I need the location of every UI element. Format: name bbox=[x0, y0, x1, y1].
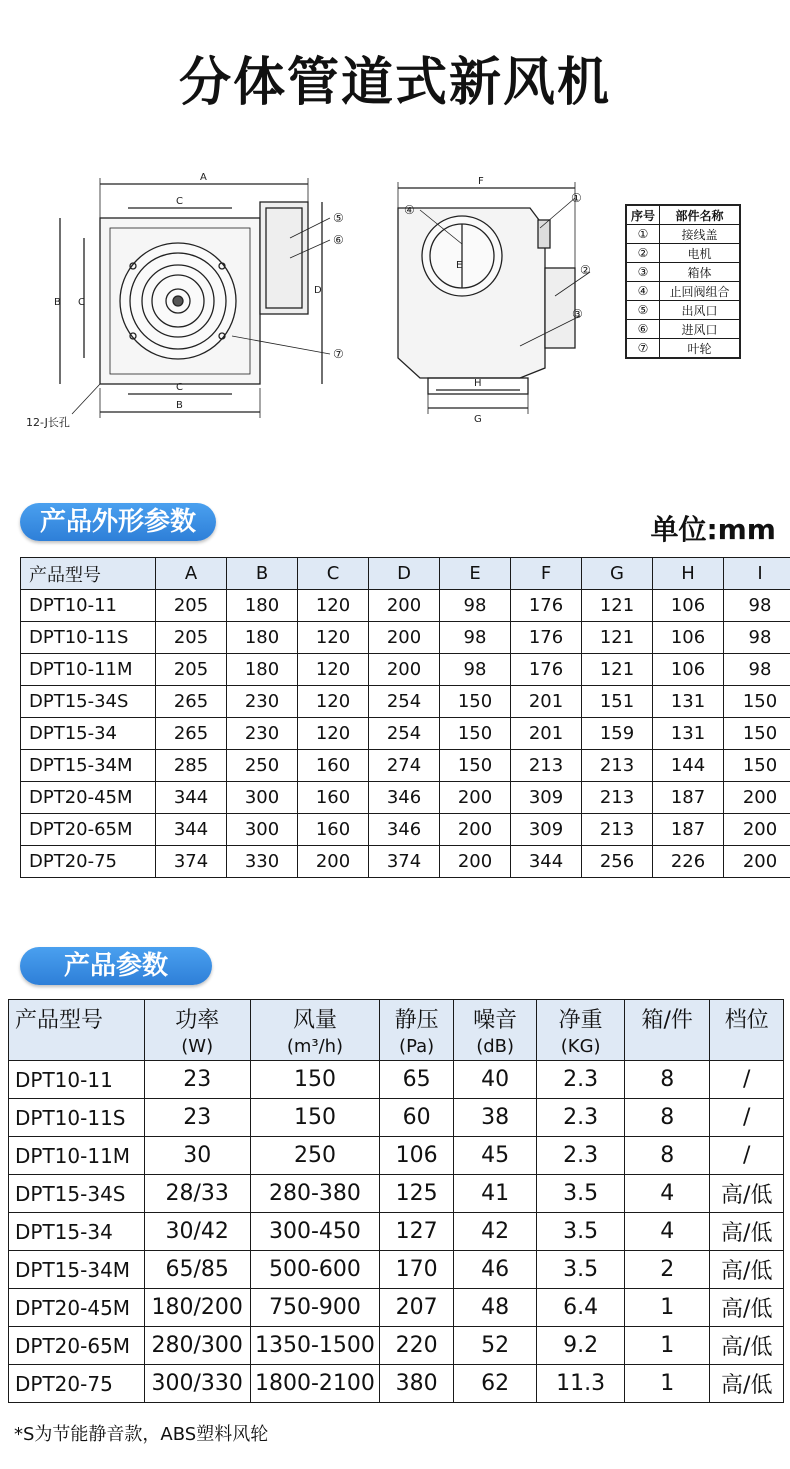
params-header-cell bbox=[624, 1000, 710, 1061]
dimension-value-cell: 213 bbox=[582, 782, 653, 814]
header-label: 产品型号 bbox=[15, 1008, 104, 1033]
table-row bbox=[9, 1137, 784, 1175]
table-row bbox=[9, 1327, 784, 1365]
param-value-cell: 11.3 bbox=[537, 1365, 625, 1403]
table-row bbox=[21, 814, 790, 846]
parts-name-cell: 电机 bbox=[660, 244, 741, 263]
parts-row bbox=[626, 339, 740, 359]
model-cell: DPT10-11 bbox=[21, 590, 156, 622]
dimension-value-cell: 144 bbox=[653, 750, 724, 782]
param-value-cell: 3.5 bbox=[537, 1175, 625, 1213]
param-value-cell: 23 bbox=[144, 1099, 250, 1137]
header-unit: (KG) bbox=[560, 1036, 601, 1057]
param-value-cell: 3.5 bbox=[537, 1251, 625, 1289]
dimension-value-cell: 106 bbox=[653, 654, 724, 686]
dimension-value-cell: 176 bbox=[511, 654, 582, 686]
dimension-value-cell: 213 bbox=[511, 750, 582, 782]
param-value-cell: / bbox=[710, 1137, 784, 1175]
dimension-value-cell: 344 bbox=[511, 846, 582, 878]
dimension-value-cell: 274 bbox=[369, 750, 440, 782]
param-value-cell: 高/低 bbox=[710, 1251, 784, 1289]
model-cell: DPT15-34M bbox=[21, 750, 156, 782]
param-value-cell: 高/低 bbox=[710, 1213, 784, 1251]
dimension-value-cell: 226 bbox=[653, 846, 724, 878]
param-value-cell: 46 bbox=[453, 1251, 537, 1289]
dims-header-cell: F bbox=[511, 558, 582, 590]
dimension-value-cell: 330 bbox=[227, 846, 298, 878]
dims-header-cell: 产品型号 bbox=[21, 558, 156, 590]
dimension-value-cell: 98 bbox=[724, 590, 790, 622]
param-value-cell: 9.2 bbox=[537, 1327, 625, 1365]
param-value-cell: 62 bbox=[453, 1365, 537, 1403]
dimension-value-cell: 205 bbox=[156, 622, 227, 654]
dim-label-c-vertical: C bbox=[78, 297, 85, 308]
dimension-value-cell: 285 bbox=[156, 750, 227, 782]
dimension-value-cell: 131 bbox=[653, 686, 724, 718]
param-value-cell: 1 bbox=[624, 1327, 710, 1365]
dimension-value-cell: 200 bbox=[369, 654, 440, 686]
model-cell: DPT10-11S bbox=[21, 622, 156, 654]
param-value-cell: 8 bbox=[624, 1099, 710, 1137]
param-value-cell: 280/300 bbox=[144, 1327, 250, 1365]
dim-label-e: E bbox=[456, 260, 463, 271]
dimension-value-cell: 205 bbox=[156, 654, 227, 686]
param-value-cell: 4 bbox=[624, 1213, 710, 1251]
parts-number-cell: ⑥ bbox=[626, 320, 660, 339]
dimension-value-cell: 160 bbox=[298, 782, 369, 814]
dimension-value-cell: 374 bbox=[156, 846, 227, 878]
dimension-value-cell: 120 bbox=[298, 654, 369, 686]
table-row bbox=[9, 1175, 784, 1213]
param-value-cell: 高/低 bbox=[710, 1289, 784, 1327]
param-value-cell: 38 bbox=[453, 1099, 537, 1137]
param-value-cell: 1350-1500 bbox=[250, 1327, 380, 1365]
model-cell: DPT10-11M bbox=[21, 654, 156, 686]
param-value-cell: 207 bbox=[380, 1289, 453, 1327]
param-value-cell: / bbox=[710, 1099, 784, 1137]
parts-name-cell: 接线盖 bbox=[660, 225, 741, 244]
header-unit: (m³/h) bbox=[286, 1036, 344, 1057]
dimension-value-cell: 200 bbox=[724, 846, 790, 878]
dimension-value-cell: 150 bbox=[440, 718, 511, 750]
params-section-pill: 产品参数 bbox=[20, 947, 212, 985]
model-cell: DPT20-65M bbox=[9, 1327, 145, 1365]
dimension-value-cell: 180 bbox=[227, 590, 298, 622]
dimension-value-cell: 200 bbox=[724, 814, 790, 846]
dimension-value-cell: 213 bbox=[582, 750, 653, 782]
dimension-value-cell: 131 bbox=[653, 718, 724, 750]
param-value-cell: 40 bbox=[453, 1061, 537, 1099]
dimension-value-cell: 120 bbox=[298, 686, 369, 718]
dimension-value-cell: 344 bbox=[156, 814, 227, 846]
dimension-value-cell: 98 bbox=[440, 590, 511, 622]
dimension-value-cell: 106 bbox=[653, 590, 724, 622]
param-value-cell: 60 bbox=[380, 1099, 453, 1137]
parts-number-cell: ③ bbox=[626, 263, 660, 282]
param-value-cell: 8 bbox=[624, 1061, 710, 1099]
param-value-cell: 65/85 bbox=[144, 1251, 250, 1289]
param-value-cell: 150 bbox=[250, 1061, 380, 1099]
dimension-value-cell: 180 bbox=[227, 622, 298, 654]
parts-row bbox=[626, 263, 740, 282]
model-cell: DPT20-75 bbox=[9, 1365, 145, 1403]
dimension-value-cell: 98 bbox=[440, 622, 511, 654]
callout-7: ⑦ bbox=[333, 347, 344, 361]
table-row bbox=[9, 1251, 784, 1289]
param-value-cell: 127 bbox=[380, 1213, 453, 1251]
param-value-cell: 500-600 bbox=[250, 1251, 380, 1289]
dimension-value-cell: 159 bbox=[582, 718, 653, 750]
dimension-value-cell: 200 bbox=[724, 782, 790, 814]
parts-header-cell: 序号 bbox=[626, 205, 660, 225]
dimension-value-cell: 200 bbox=[298, 846, 369, 878]
dim-label-b-bottom: B bbox=[176, 400, 183, 411]
dimension-value-cell: 250 bbox=[227, 750, 298, 782]
dimension-value-cell: 374 bbox=[369, 846, 440, 878]
table-row bbox=[9, 1289, 784, 1327]
dim-label-h: H bbox=[474, 378, 482, 389]
param-value-cell: / bbox=[710, 1061, 784, 1099]
dimension-value-cell: 150 bbox=[440, 686, 511, 718]
parts-number-cell: ⑦ bbox=[626, 339, 660, 359]
dims-header-cell: C bbox=[298, 558, 369, 590]
table-row bbox=[21, 654, 790, 686]
dim-label-a: A bbox=[200, 172, 207, 183]
param-value-cell: 106 bbox=[380, 1137, 453, 1175]
callout-5: ⑤ bbox=[333, 211, 344, 225]
param-value-cell: 380 bbox=[380, 1365, 453, 1403]
dimension-value-cell: 254 bbox=[369, 686, 440, 718]
param-value-cell: 180/200 bbox=[144, 1289, 250, 1327]
param-value-cell: 8 bbox=[624, 1137, 710, 1175]
parts-row bbox=[626, 225, 740, 244]
table-row bbox=[9, 1099, 784, 1137]
dimension-value-cell: 121 bbox=[582, 654, 653, 686]
param-value-cell: 1800-2100 bbox=[250, 1365, 380, 1403]
param-value-cell: 30 bbox=[144, 1137, 250, 1175]
dimension-value-cell: 120 bbox=[298, 718, 369, 750]
dimensions-table bbox=[20, 557, 790, 878]
param-value-cell: 250 bbox=[250, 1137, 380, 1175]
table-row bbox=[21, 782, 790, 814]
parts-row bbox=[626, 320, 740, 339]
dimension-value-cell: 201 bbox=[511, 686, 582, 718]
header-label: 功率 bbox=[175, 1008, 220, 1033]
dimension-value-cell: 121 bbox=[582, 590, 653, 622]
model-cell: DPT20-65M bbox=[21, 814, 156, 846]
param-value-cell: 52 bbox=[453, 1327, 537, 1365]
dim-label-b: B bbox=[54, 297, 61, 308]
unit-label: 单位:mm bbox=[650, 513, 776, 546]
parts-row bbox=[626, 244, 740, 263]
param-value-cell: 2.3 bbox=[537, 1099, 625, 1137]
param-value-cell: 1 bbox=[624, 1365, 710, 1403]
callout-1: ① bbox=[571, 191, 582, 205]
dimension-value-cell: 230 bbox=[227, 718, 298, 750]
dimension-value-cell: 256 bbox=[582, 846, 653, 878]
parts-row bbox=[626, 301, 740, 320]
model-cell: DPT10-11S bbox=[9, 1099, 145, 1137]
dimension-value-cell: 176 bbox=[511, 622, 582, 654]
dimension-value-cell: 254 bbox=[369, 718, 440, 750]
header-label: 静压 bbox=[394, 1008, 439, 1033]
model-cell: DPT15-34 bbox=[9, 1213, 145, 1251]
param-value-cell: 280-380 bbox=[250, 1175, 380, 1213]
params-header-cell bbox=[380, 1000, 453, 1061]
dimension-value-cell: 300 bbox=[227, 814, 298, 846]
param-value-cell: 2.3 bbox=[537, 1137, 625, 1175]
dimension-value-cell: 201 bbox=[511, 718, 582, 750]
param-value-cell: 150 bbox=[250, 1099, 380, 1137]
dimension-value-cell: 200 bbox=[440, 846, 511, 878]
dimension-value-cell: 205 bbox=[156, 590, 227, 622]
table-row bbox=[21, 750, 790, 782]
dimension-value-cell: 160 bbox=[298, 814, 369, 846]
table-row bbox=[9, 1061, 784, 1099]
dims-header-cell: G bbox=[582, 558, 653, 590]
dim-label-c-bottom: C bbox=[176, 382, 183, 393]
dimension-value-cell: 309 bbox=[511, 814, 582, 846]
model-cell: DPT20-45M bbox=[21, 782, 156, 814]
header-label: 档位 bbox=[724, 1008, 769, 1033]
parts-number-cell: ⑤ bbox=[626, 301, 660, 320]
param-value-cell: 48 bbox=[453, 1289, 537, 1327]
param-value-cell: 2.3 bbox=[537, 1061, 625, 1099]
front-view-drawing bbox=[60, 178, 330, 418]
dimension-value-cell: 98 bbox=[440, 654, 511, 686]
param-value-cell: 30/42 bbox=[144, 1213, 250, 1251]
dimension-value-cell: 200 bbox=[369, 622, 440, 654]
header-unit: (dB) bbox=[476, 1036, 515, 1057]
table-row bbox=[21, 686, 790, 718]
callout-3: ③ bbox=[572, 307, 583, 321]
param-value-cell: 4 bbox=[624, 1175, 710, 1213]
param-value-cell: 高/低 bbox=[710, 1365, 784, 1403]
table-row bbox=[9, 1365, 784, 1403]
header-unit: (Pa) bbox=[399, 1036, 435, 1057]
dimension-value-cell: 344 bbox=[156, 782, 227, 814]
page-title: 分体管道式新风机 bbox=[178, 53, 611, 113]
params-header-cell bbox=[144, 1000, 250, 1061]
dimension-value-cell: 200 bbox=[440, 782, 511, 814]
params-header-cell bbox=[537, 1000, 625, 1061]
dimension-value-cell: 121 bbox=[582, 622, 653, 654]
hole-label: 12-J长孔 bbox=[26, 416, 70, 429]
param-value-cell: 220 bbox=[380, 1327, 453, 1365]
model-cell: DPT15-34S bbox=[21, 686, 156, 718]
callout-2: ② bbox=[580, 263, 591, 277]
param-value-cell: 170 bbox=[380, 1251, 453, 1289]
parts-header-cell: 部件名称 bbox=[660, 205, 741, 225]
model-cell: DPT10-11 bbox=[9, 1061, 145, 1099]
param-value-cell: 6.4 bbox=[537, 1289, 625, 1327]
table-row bbox=[9, 1213, 784, 1251]
dimension-value-cell: 150 bbox=[724, 750, 790, 782]
dims-header-cell: H bbox=[653, 558, 724, 590]
param-value-cell: 45 bbox=[453, 1137, 537, 1175]
dimension-value-cell: 200 bbox=[369, 590, 440, 622]
parts-name-cell: 止回阀组合 bbox=[660, 282, 741, 301]
dim-label-d: D bbox=[314, 285, 322, 296]
dimension-value-cell: 187 bbox=[653, 814, 724, 846]
params-header-cell bbox=[9, 1000, 145, 1061]
dimension-value-cell: 150 bbox=[724, 718, 790, 750]
param-value-cell: 3.5 bbox=[537, 1213, 625, 1251]
param-value-cell: 125 bbox=[380, 1175, 453, 1213]
dims-header-cell: E bbox=[440, 558, 511, 590]
header-label: 风量 bbox=[292, 1008, 337, 1033]
parameters-table bbox=[8, 999, 784, 1403]
parts-row bbox=[626, 282, 740, 301]
dimension-value-cell: 200 bbox=[440, 814, 511, 846]
header-label: 箱/件 bbox=[641, 1008, 693, 1033]
param-value-cell: 23 bbox=[144, 1061, 250, 1099]
dimension-value-cell: 160 bbox=[298, 750, 369, 782]
param-value-cell: 高/低 bbox=[710, 1327, 784, 1365]
table-row bbox=[21, 718, 790, 750]
dimension-value-cell: 176 bbox=[511, 590, 582, 622]
param-value-cell: 42 bbox=[453, 1213, 537, 1251]
dimension-value-cell: 180 bbox=[227, 654, 298, 686]
param-value-cell: 高/低 bbox=[710, 1175, 784, 1213]
dimension-value-cell: 120 bbox=[298, 622, 369, 654]
side-view-drawing bbox=[398, 182, 590, 414]
model-cell: DPT15-34M bbox=[9, 1251, 145, 1289]
dimension-value-cell: 106 bbox=[653, 622, 724, 654]
callout-6: ⑥ bbox=[333, 233, 344, 247]
dimension-value-cell: 346 bbox=[369, 814, 440, 846]
dimension-value-cell: 265 bbox=[156, 686, 227, 718]
param-value-cell: 41 bbox=[453, 1175, 537, 1213]
dimension-value-cell: 213 bbox=[582, 814, 653, 846]
dimension-value-cell: 300 bbox=[227, 782, 298, 814]
parts-name-cell: 出风口 bbox=[660, 301, 741, 320]
header-label: 净重 bbox=[558, 1008, 603, 1033]
parts-number-cell: ① bbox=[626, 225, 660, 244]
dimension-value-cell: 230 bbox=[227, 686, 298, 718]
param-value-cell: 2 bbox=[624, 1251, 710, 1289]
params-header-cell bbox=[453, 1000, 537, 1061]
model-cell: DPT10-11M bbox=[9, 1137, 145, 1175]
params-header-cell bbox=[710, 1000, 784, 1061]
parts-number-cell: ② bbox=[626, 244, 660, 263]
dims-section-pill: 产品外形参数 bbox=[20, 503, 216, 541]
table-row bbox=[21, 622, 790, 654]
parts-name-cell: 箱体 bbox=[660, 263, 741, 282]
dims-header-cell: B bbox=[227, 558, 298, 590]
dimension-value-cell: 120 bbox=[298, 590, 369, 622]
param-value-cell: 1 bbox=[624, 1289, 710, 1327]
parts-name-cell: 叶轮 bbox=[660, 339, 741, 359]
dimension-value-cell: 98 bbox=[724, 622, 790, 654]
parts-legend-table bbox=[625, 204, 741, 359]
callout-4: ④ bbox=[404, 203, 415, 217]
model-cell: DPT20-45M bbox=[9, 1289, 145, 1327]
dimension-value-cell: 98 bbox=[724, 654, 790, 686]
dimension-value-cell: 265 bbox=[156, 718, 227, 750]
header-unit: (W) bbox=[181, 1036, 214, 1057]
param-value-cell: 65 bbox=[380, 1061, 453, 1099]
dimension-value-cell: 150 bbox=[440, 750, 511, 782]
dim-label-c: C bbox=[176, 196, 183, 207]
header-label: 噪音 bbox=[473, 1008, 518, 1033]
model-cell: DPT20-75 bbox=[21, 846, 156, 878]
dim-label-g: G bbox=[474, 414, 482, 425]
model-cell: DPT15-34S bbox=[9, 1175, 145, 1213]
param-value-cell: 300-450 bbox=[250, 1213, 380, 1251]
dimension-value-cell: 346 bbox=[369, 782, 440, 814]
dims-header-cell: I bbox=[724, 558, 790, 590]
dimension-value-cell: 151 bbox=[582, 686, 653, 718]
params-header-cell bbox=[250, 1000, 380, 1061]
param-value-cell: 28/33 bbox=[144, 1175, 250, 1213]
dimension-value-cell: 150 bbox=[724, 686, 790, 718]
table-row bbox=[21, 590, 790, 622]
dim-label-f: F bbox=[478, 176, 484, 187]
footnote: *S为节能静音款，ABS塑料风轮 bbox=[14, 1424, 269, 1445]
dimension-value-cell: 309 bbox=[511, 782, 582, 814]
table-row bbox=[21, 846, 790, 878]
dims-header-cell: A bbox=[156, 558, 227, 590]
dims-header-cell: D bbox=[369, 558, 440, 590]
dimension-value-cell: 187 bbox=[653, 782, 724, 814]
model-cell: DPT15-34 bbox=[21, 718, 156, 750]
param-value-cell: 750-900 bbox=[250, 1289, 380, 1327]
parts-number-cell: ④ bbox=[626, 282, 660, 301]
param-value-cell: 300/330 bbox=[144, 1365, 250, 1403]
parts-name-cell: 进风口 bbox=[660, 320, 741, 339]
